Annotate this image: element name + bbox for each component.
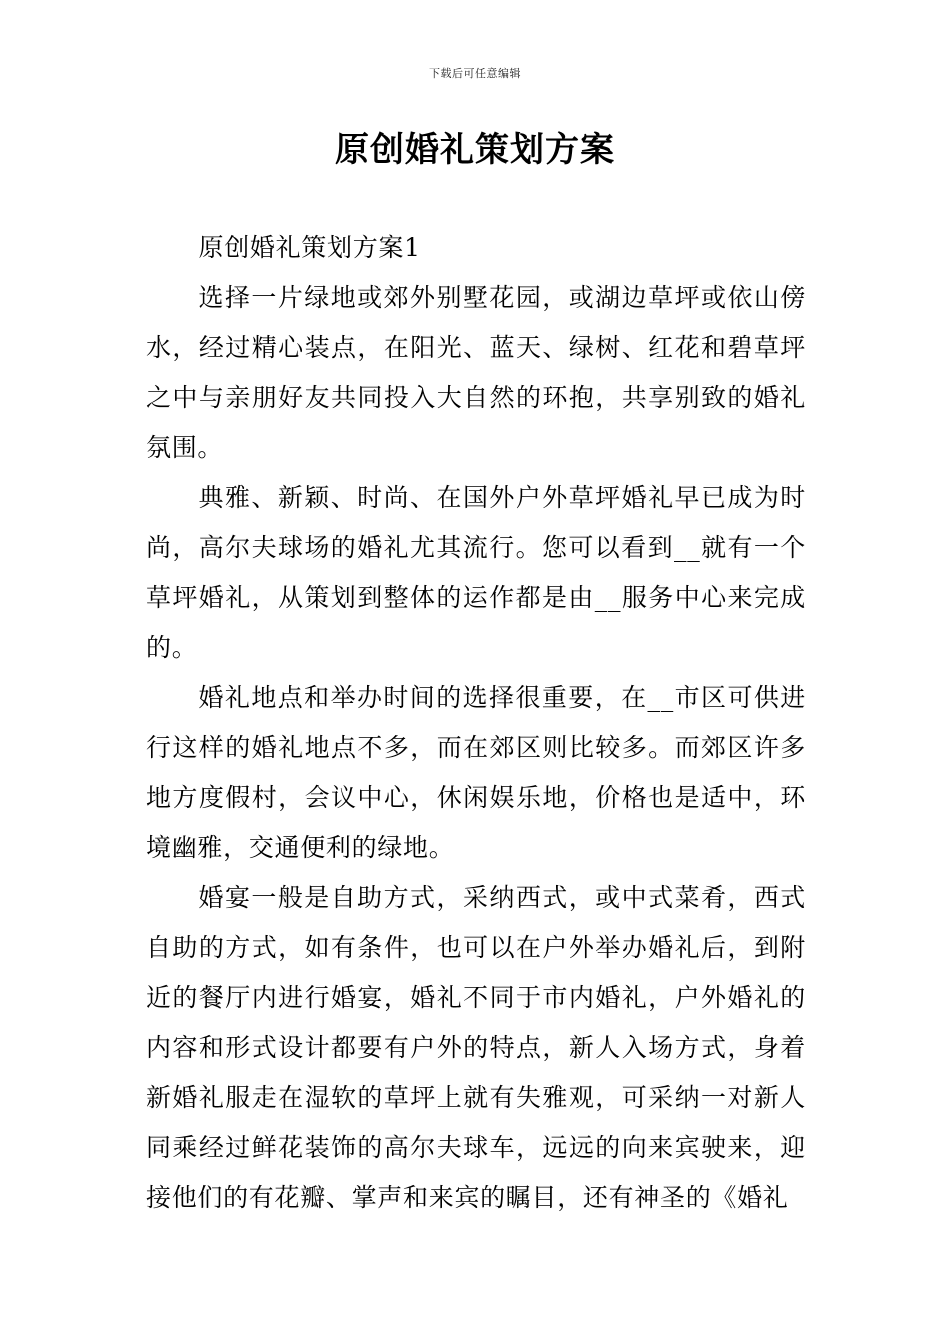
paragraph: 婚礼地点和举办时间的选择很重要，在__市区可供进行这样的婚礼地点不多，而在郊区则比较多。而郊区许多地方度假村，会议中心，休闲娱乐地，价格也是适中，环境幽雅，交通便利的绿地。 xyxy=(146,683,806,862)
paragraph: 典雅、新颖、时尚、在国外户外草坪婚礼早已成为时尚，高尔夫球场的婚礼尤其流行。您可以看到__就有一个草坪婚礼，从策划到整体的运作都是由__服务中心来完成的。 xyxy=(146,483,806,662)
document-title: 原创婚礼策划方案 xyxy=(335,130,615,170)
paragraph: 婚宴一般是自助方式，采纳西式，或中式菜肴，西式自助的方式，如有条件，也可以在户外举办婚礼后，到附近的餐厅内进行婚宴，婚礼不同于市内婚礼，户外婚礼的内容和形式设计都要有户外的特点，新人入场方式，身着新婚礼服走在湿软的草坪上就有失雅观，可采纳一对新人同乘经过鲜花装饰的高尔夫球车，远远的向来宾驶来，迎接他们的有花瓣、掌声和来宾的瞩目，还有神圣的《婚礼 xyxy=(146,883,806,1212)
header-note: 下载后可任意编辑 xyxy=(429,67,521,80)
paragraph: 选择一片绿地或郊外别墅花园，或湖边草坪或依山傍水，经过精心装点，在阳光、蓝天、绿树、红花和碧草坪之中与亲朋好友共同投入大自然的环抱，共享别致的婚礼氛围。 xyxy=(146,283,806,462)
document-body xyxy=(146,223,806,1223)
section-heading: 原创婚礼策划方案1 xyxy=(198,233,421,262)
